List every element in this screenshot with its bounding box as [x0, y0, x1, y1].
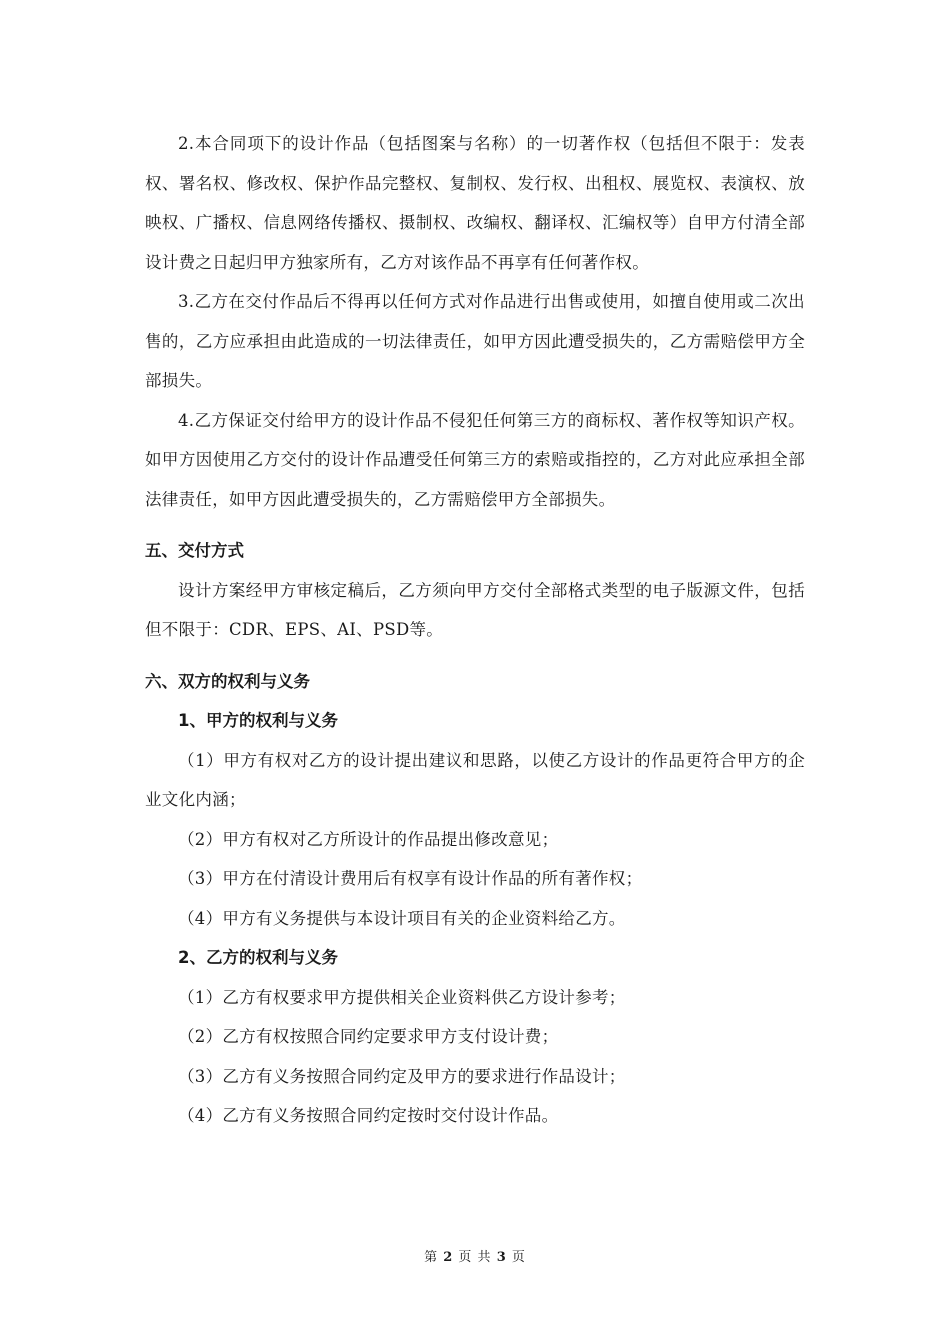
footer-suffix: 页 [511, 1250, 526, 1265]
footer-middle: 页 共 [458, 1250, 492, 1265]
section-5-heading: 五、交付方式 [145, 541, 244, 560]
total-page-number: 3 [496, 1250, 507, 1265]
party-b-heading: 2、乙方的权利与义务 [178, 948, 338, 967]
section-5-body: 设计方案经甲方审核定稿后，乙方须向甲方交付全部格式类型的电子版源文件，包括但不限于：CDR、EPS、AI、PSD等。 [145, 580, 805, 639]
party-a-heading: 1、甲方的权利与义务 [178, 711, 338, 730]
party-a-item-1: （1）甲方有权对乙方的设计提出建议和思路，以使乙方设计的作品更符合甲方的企业文化内涵； [145, 750, 805, 809]
footer-prefix: 第 [424, 1250, 439, 1265]
document-body [145, 124, 805, 1136]
current-page-number: 2 [443, 1250, 454, 1265]
clause-2: 2.本合同项下的设计作品（包括图案与名称）的一切著作权（包括但不限于：发表权、署名权、修改权、保护作品完整权、复制权、发行权、出租权、展览权、表演权、放映权、广播权、信息网络传播权、摄制权、改编权、翻译权、汇编权等）自甲方付清全部设计费之日起归甲方独家所有，乙方对该作品不再享有任何著作权。 [145, 134, 805, 272]
party-b-item-3: （3）乙方有义务按照合同约定及甲方的要求进行作品设计； [178, 1066, 626, 1086]
party-b-item-4: （4）乙方有义务按照合同约定按时交付设计作品。 [178, 1106, 559, 1125]
clause-4: 4.乙方保证交付给甲方的设计作品不侵犯任何第三方的商标权、著作权等知识产权。如甲方因使用乙方交付的设计作品遭受任何第三方的索赔或指控的，乙方对此应承担全部法律责任，如甲方因此遭受损失的，乙方需赔偿甲方全部损失。 [145, 410, 805, 509]
party-b-item-2: （2）乙方有权按照合同约定要求甲方支付设计费； [178, 1027, 559, 1046]
clause-3: 3.乙方在交付作品后不得再以任何方式对作品进行出售或使用，如擅自使用或二次出售的，乙方应承担由此造成的一切法律责任，如甲方因此遭受损失的，乙方需赔偿甲方全部损失。 [145, 292, 805, 390]
party-a-item-3: （3）甲方在付清设计费用后有权享有设计作品的所有著作权； [178, 869, 643, 888]
party-a-item-4: （4）甲方有义务提供与本设计项目有关的企业资料给乙方。 [178, 908, 626, 928]
party-a-item-2: （2）甲方有权对乙方所设计的作品提出修改意见； [178, 829, 559, 849]
section-6-heading: 六、双方的权利与义务 [145, 671, 310, 691]
party-b-item-1: （1）乙方有权要求甲方提供相关企业资料供乙方设计参考； [178, 987, 626, 1007]
page-footer [0, 1250, 950, 1266]
